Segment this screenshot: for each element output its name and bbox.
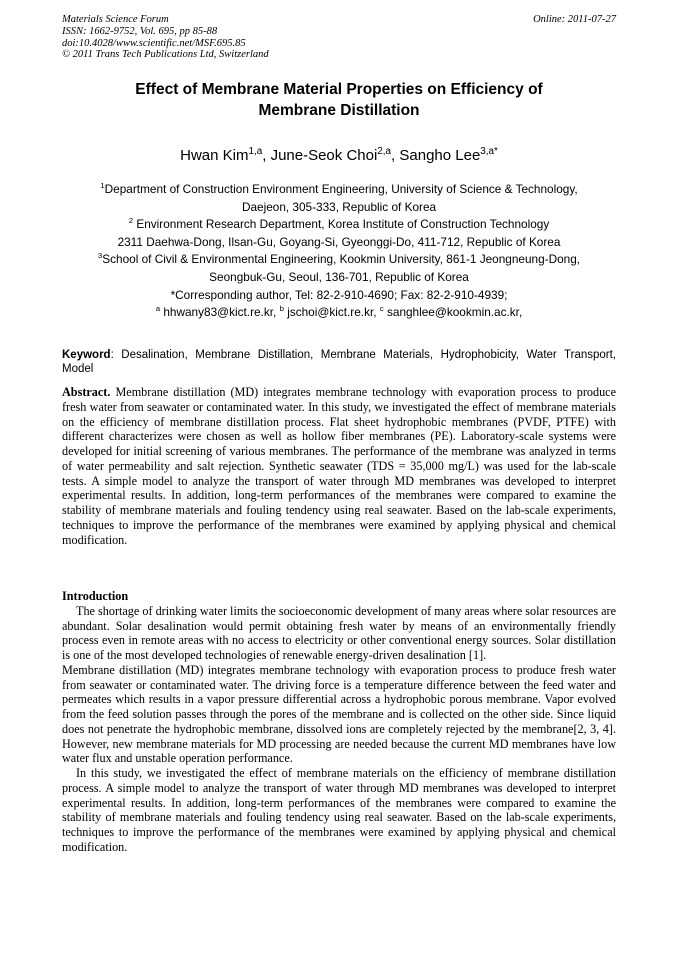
doi-line: doi:10.4028/www.scientific.net/MSF.695.85 <box>62 37 246 49</box>
title-line-2: Membrane Distillation <box>258 102 420 119</box>
email-address: jschoi@kict.re.kr, <box>283 305 380 320</box>
introduction-paragraph-2: Membrane distillation (MD) integrates membrane technology with evaporation process to produce fresh water from seawater or contaminated water. The driving force is a temperature difference between the feed water and permeates which results in a vapor pressure differential across a hydrophobic porous membrane. Vapor evolved from the feed solution passes through the pores of the membrane and is collected on the other side. Since liquid does not penetrate the hydrophobic membrane, dissolved ions are completely rejected by the membrane[2, 3, 4]. However, new membrane materials for MD processing are needed because the current MD membranes have low water flux and unstable operation performance. <box>62 662 616 766</box>
affiliation-2 <box>62 216 616 234</box>
author-superscript: 1,a <box>248 146 263 157</box>
keywords-section <box>62 348 616 376</box>
affiliation-2-line-2: 2311 Daehwa-Dong, Ilsan-Gu, Goyang-Si, Gyeonggi-Do, 411-712, Republic of Korea <box>117 234 561 249</box>
affiliations <box>62 181 616 322</box>
author-name: Sangho Lee <box>399 147 481 164</box>
affiliation-1-line-2: Daejeon, 305-333, Republic of Korea <box>241 199 437 214</box>
affiliation-2-line-1: Environment Research Department, Korea Institute of Construction Technology <box>133 217 550 232</box>
introduction-paragraph-1: The shortage of drinking water limits the socioeconomic development of many areas where solar resources are abundant. Solar desalination would permit obtaining fresh water by means of an environmentally friendly process even in remote areas with no access to electricity or other conventional energy sources. Solar distillation is one of the most developed technologies of renewable energy-driven desalination [1]. <box>62 603 616 662</box>
author-list <box>62 147 616 165</box>
affiliation-2-marker: 2 <box>128 216 134 226</box>
abstract-label: Abstract. <box>62 385 111 399</box>
author-separator: , <box>262 147 271 164</box>
author-separator: , <box>391 147 400 164</box>
author-name: Hwan Kim <box>180 147 249 164</box>
online-date: Online: 2011-07-27 <box>533 14 616 25</box>
affiliation-3-marker: 3 <box>97 251 103 261</box>
affiliation-3-line-2: Seongbuk-Gu, Seoul, 136-701, Republic of Korea <box>209 269 469 284</box>
email-marker: a <box>155 304 161 314</box>
journal-header <box>62 14 616 61</box>
author-name: June-Seok Choi <box>270 147 378 164</box>
email-list <box>62 304 616 322</box>
title-line-1: Effect of Membrane Material Properties on Efficiency of <box>135 81 543 98</box>
email-address: hhwany83@kict.re.kr, <box>160 305 280 320</box>
copyright-line: © 2011 Trans Tech Publications Ltd, Switzerland <box>62 49 269 61</box>
author-superscript: 3,a* <box>480 146 498 157</box>
introduction-paragraph-3: In this study, we investigated the effect of membrane materials on the efficiency of membrane distillation process. A simple model to analyze the transport of water through MD membranes was developed to interpret experimental results. In addition, long-term performances of the membranes were compared to examine the stability of membrane materials and fouling tendency using real seawater. Based on the lab-scale experiments, techniques to improve the performance of the membranes were examined by applying physical and chemical modification. <box>62 766 616 854</box>
abstract-section <box>62 385 616 547</box>
affiliation-3-line-1: School of Civil & Environmental Engineering, Kookmin University, 861-1 Jeongneung-Dong, <box>102 252 581 267</box>
issn-line: ISSN: 1662-9752, Vol. 695, pp 85-88 <box>62 25 218 37</box>
email-marker: c <box>379 304 384 314</box>
abstract-text: Membrane distillation (MD) integrates membrane technology with evaporation process to produce fresh water from seawater or contaminated water. In this study, we investigated the effect of membrane materials on the efficiency of membrane distillation process. Flat sheet hydrophobic membranes (PVDF, PTFE) with different characterizes were chosen as well as hollow fiber membranes (PE). Laboratory-scale systems were developed for initial screening of various membranes. The performance of the membrane was analyzed in terms of water permeability and salt rejection. Synthetic seawater (TDS = 35,000 mg/L) was used for the lab-scale tests. A simple model to analyze the transport of water through MD membranes was developed to interpret experimental results. In addition, long-term performances of the membranes were compared to examine the stability of membrane materials and fouling tendency using real seawater. Based on the lab-scale experiments, techniques to improve the performance of the membranes were examined by applying physical and chemical modification. <box>62 385 616 547</box>
corresponding-author: *Corresponding author, Tel: 82-2-910-4690; Fax: 82-2-910-4939; <box>170 287 508 302</box>
affiliation-1 <box>62 181 616 199</box>
introduction-section <box>62 589 616 855</box>
email-address: sanghlee@kookmin.ac.kr, <box>383 305 523 320</box>
keywords-text: : Desalination, Membrane Distillation, Membrane Materials, Hydrophobicity, Water Transport, Model <box>62 349 616 375</box>
paper-title <box>62 79 616 121</box>
email-marker: b <box>279 304 284 314</box>
keywords-label: Keyword <box>62 349 111 361</box>
introduction-heading: Introduction <box>62 589 129 603</box>
affiliation-3 <box>62 251 616 269</box>
journal-name: Materials Science Forum <box>62 14 169 25</box>
affiliation-1-marker: 1 <box>100 181 105 191</box>
affiliation-1-line-1: Department of Construction Environment Engineering, University of Science & Technology, <box>104 182 578 196</box>
author-superscript: 2,a <box>377 146 392 157</box>
